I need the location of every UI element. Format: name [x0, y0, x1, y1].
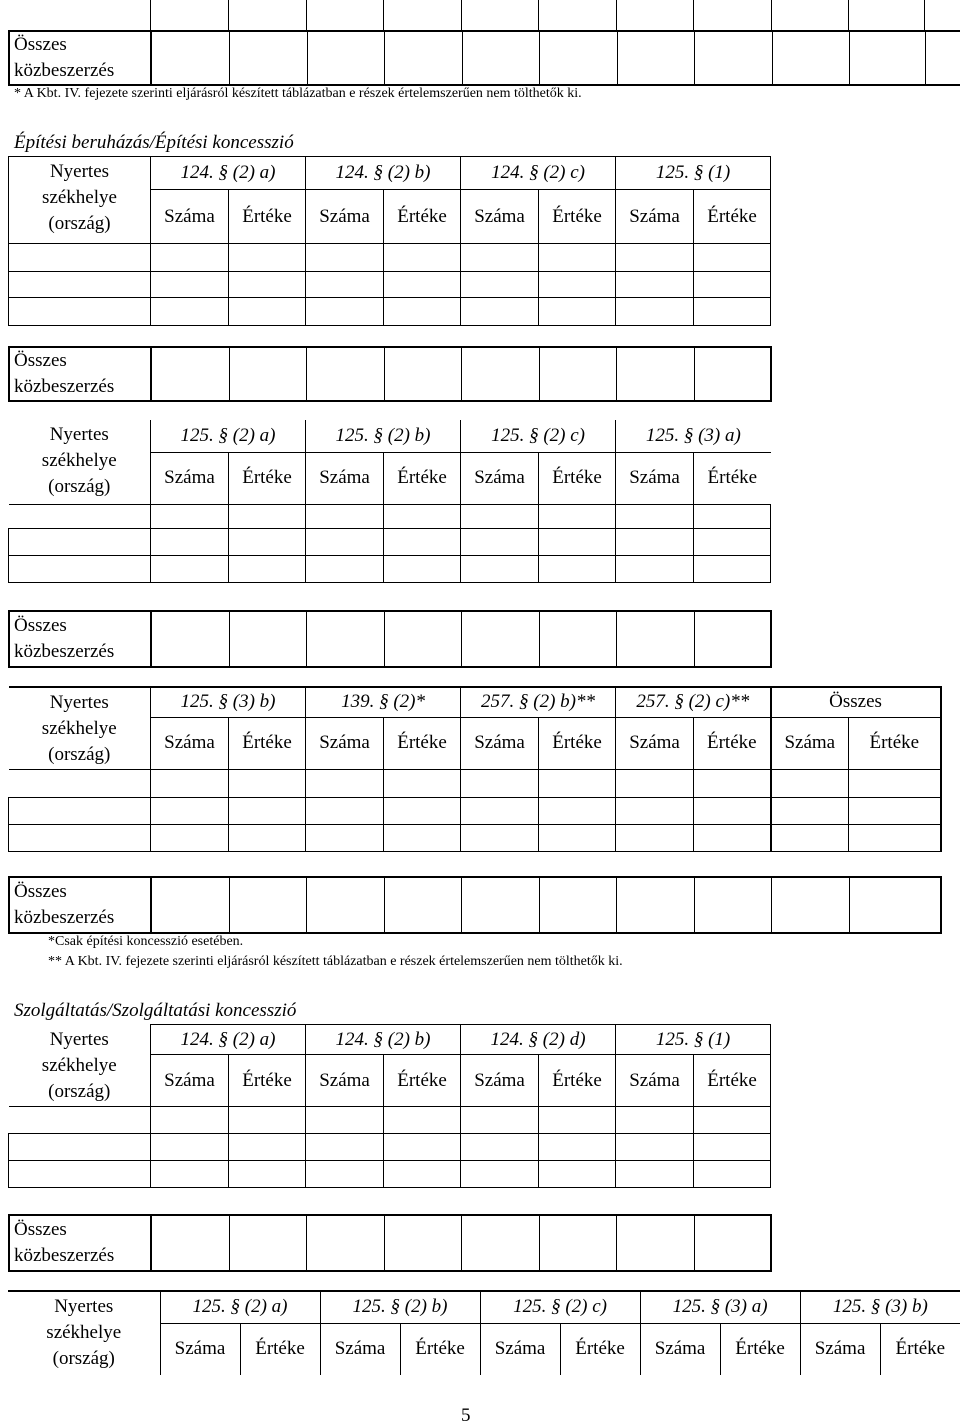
winner-header — [9, 157, 151, 244]
winner-label-line3: (ország) — [52, 1348, 115, 1369]
epitesi-table-2 — [8, 420, 771, 583]
table-row — [9, 1161, 771, 1188]
winner-header — [9, 420, 151, 504]
subcol-erteke: Értéke — [694, 452, 771, 504]
top-total-label-line2: közbeszerzés — [14, 60, 115, 81]
subcol-erteke: Értéke — [539, 717, 616, 769]
table-row — [9, 272, 771, 298]
group-header: 124. § (2) c) — [461, 157, 616, 190]
subcol-erteke: Értéke — [384, 1055, 461, 1107]
winner-label-line2: székhelye — [46, 1322, 122, 1343]
group-header: 257. § (2) c)** — [616, 687, 771, 717]
top-total-row — [8, 30, 960, 86]
winner-label-line1: Nyertes — [49, 692, 109, 713]
epitesi-table-1 — [8, 156, 771, 326]
subcol-erteke: Értéke — [560, 1323, 640, 1375]
table-row — [9, 298, 771, 326]
subcol-erteke: Értéke — [694, 717, 771, 769]
table-row — [9, 244, 771, 272]
epitesi-total-row-1 — [8, 346, 772, 402]
subcol-szama: Száma — [320, 1323, 400, 1375]
table-row — [9, 1134, 771, 1161]
group-header: 124. § (2) a) — [151, 1025, 306, 1055]
group-header: 125. § (3) a) — [616, 420, 771, 452]
szolgaltatas-table-2 — [8, 1290, 960, 1375]
total-label — [9, 347, 151, 401]
top-note: * A Kbt. IV. fejezete szerinti eljárásról készített táblázatban e részek értelemszerűen nem tölthetők ki. — [14, 86, 582, 101]
subcol-szama: Száma — [461, 717, 539, 769]
subcol-szama: Száma — [306, 452, 384, 504]
table-row — [9, 797, 941, 824]
subcol-erteke: Értéke — [384, 190, 461, 244]
subcol-erteke: Értéke — [849, 717, 941, 769]
subcol-erteke: Értéke — [384, 452, 461, 504]
winner-header — [9, 687, 151, 769]
winner-label-line3: (ország) — [48, 213, 111, 234]
subcol-szama: Száma — [151, 717, 229, 769]
winner-label-line1: Nyertes — [49, 1028, 109, 1050]
subcol-erteke: Értéke — [539, 452, 616, 504]
footnote-double-star: ** A Kbt. IV. fejezete szerinti eljárásról készített táblázatban e részek értelemszerűen nem tölthetők ki. — [48, 954, 623, 969]
group-header: 125. § (2) b) — [306, 420, 461, 452]
group-header: 124. § (2) b) — [306, 157, 461, 190]
group-header: 124. § (2) b) — [306, 1025, 461, 1055]
table-row — [9, 504, 771, 528]
subcol-szama: Száma — [771, 717, 849, 769]
footnote-star: *Csak építési koncesszió esetében. — [48, 934, 244, 949]
subcol-szama: Száma — [640, 1323, 720, 1375]
subcol-szama: Száma — [306, 190, 384, 244]
subcol-szama: Száma — [151, 190, 229, 244]
subcol-szama: Száma — [616, 190, 694, 244]
subcol-erteke: Értéke — [694, 1055, 771, 1107]
winner-label-line1: Nyertes — [49, 424, 109, 445]
group-header: 124. § (2) a) — [151, 157, 306, 190]
group-header: 125. § (2) a) — [151, 420, 306, 452]
total-label-line2: közbeszerzés — [14, 641, 115, 662]
subcol-szama: Száma — [800, 1323, 880, 1375]
winner-label-line2: székhelye — [42, 187, 117, 208]
subcol-erteke: Értéke — [539, 190, 616, 244]
epitesi-total-row-2 — [8, 610, 772, 668]
total-label-line1: Összes — [14, 881, 67, 902]
winner-label-line3: (ország) — [48, 1080, 111, 1102]
section-title-szolgaltatas: Szolgáltatás/Szolgáltatási koncesszió — [14, 1000, 297, 1021]
winner-header — [9, 1025, 151, 1107]
subcol-erteke: Értéke — [400, 1323, 480, 1375]
subcol-erteke: Értéke — [694, 190, 771, 244]
section-title-epitesi: Építési beruházás/Építési koncesszió — [14, 132, 294, 153]
szolgaltatas-total-row-1 — [8, 1214, 772, 1272]
group-header: 125. § (1) — [616, 1025, 771, 1055]
table-row — [9, 528, 771, 555]
group-header: 125. § (2) b) — [320, 1291, 480, 1323]
group-header: 125. § (2) a) — [160, 1291, 320, 1323]
subcol-erteke: Értéke — [720, 1323, 800, 1375]
subcol-erteke: Értéke — [539, 1055, 616, 1107]
top-total-label-line1: Összes — [14, 34, 67, 55]
total-label-line2: közbeszerzés — [14, 376, 115, 397]
table-row — [9, 1107, 771, 1134]
total-label — [9, 1215, 151, 1271]
subcol-szama: Száma — [616, 1055, 694, 1107]
winner-label-line1: Nyertes — [49, 161, 110, 182]
subcol-szama: Száma — [461, 452, 539, 504]
subcol-erteke: Értéke — [229, 1055, 306, 1107]
group-header: 125. § (3) a) — [640, 1291, 800, 1323]
subcol-szama: Száma — [306, 1055, 384, 1107]
total-label — [9, 611, 151, 667]
subcol-szama: Száma — [461, 190, 539, 244]
winner-header — [8, 1291, 160, 1375]
subcol-erteke: Értéke — [229, 452, 306, 504]
subcol-erteke: Értéke — [240, 1323, 320, 1375]
subcol-szama: Száma — [616, 452, 694, 504]
table-row — [9, 555, 771, 582]
table-row — [9, 824, 941, 851]
total-label-line1: Összes — [14, 350, 67, 371]
group-header: 125. § (2) c) — [480, 1291, 640, 1323]
winner-label-line3: (ország) — [48, 744, 111, 765]
subcol-szama: Száma — [160, 1323, 240, 1375]
page-number: 5 — [461, 1405, 471, 1426]
szolgaltatas-table-1 — [8, 1024, 771, 1188]
total-label-line2: közbeszerzés — [14, 907, 115, 928]
total-label-line2: közbeszerzés — [14, 1245, 115, 1266]
subcol-szama: Száma — [616, 717, 694, 769]
subcol-szama: Száma — [306, 717, 384, 769]
total-label-line1: Összes — [14, 615, 67, 636]
total-label-line1: Összes — [14, 1219, 67, 1240]
group-header: 257. § (2) b)** — [461, 687, 616, 717]
winner-label-line3: (ország) — [48, 476, 111, 497]
subcol-szama: Száma — [151, 452, 229, 504]
subcol-erteke: Értéke — [880, 1323, 960, 1375]
subcol-szama: Száma — [461, 1055, 539, 1107]
group-header: 125. § (3) b) — [800, 1291, 960, 1323]
group-header: 125. § (2) c) — [461, 420, 616, 452]
subcol-szama: Száma — [151, 1055, 229, 1107]
subcol-szama: Száma — [480, 1323, 560, 1375]
subcol-erteke: Értéke — [229, 717, 306, 769]
winner-label-line1: Nyertes — [54, 1296, 114, 1317]
winner-label-line2: székhelye — [41, 450, 117, 471]
group-header: 139. § (2)* — [306, 687, 461, 717]
winner-label-line2: székhelye — [41, 718, 117, 739]
total-label — [9, 877, 151, 933]
subcol-erteke: Értéke — [384, 717, 461, 769]
group-header: 125. § (3) b) — [151, 687, 306, 717]
group-header-osszes: Összes — [771, 687, 941, 717]
group-header: 125. § (1) — [616, 157, 771, 190]
top-total-label — [9, 31, 151, 85]
epitesi-table-3 — [8, 686, 942, 852]
subcol-erteke: Értéke — [229, 190, 306, 244]
epitesi-total-row-3 — [8, 876, 942, 934]
group-header: 124. § (2) d) — [461, 1025, 616, 1055]
winner-label-line2: székhelye — [41, 1054, 117, 1076]
table-row — [9, 769, 941, 797]
